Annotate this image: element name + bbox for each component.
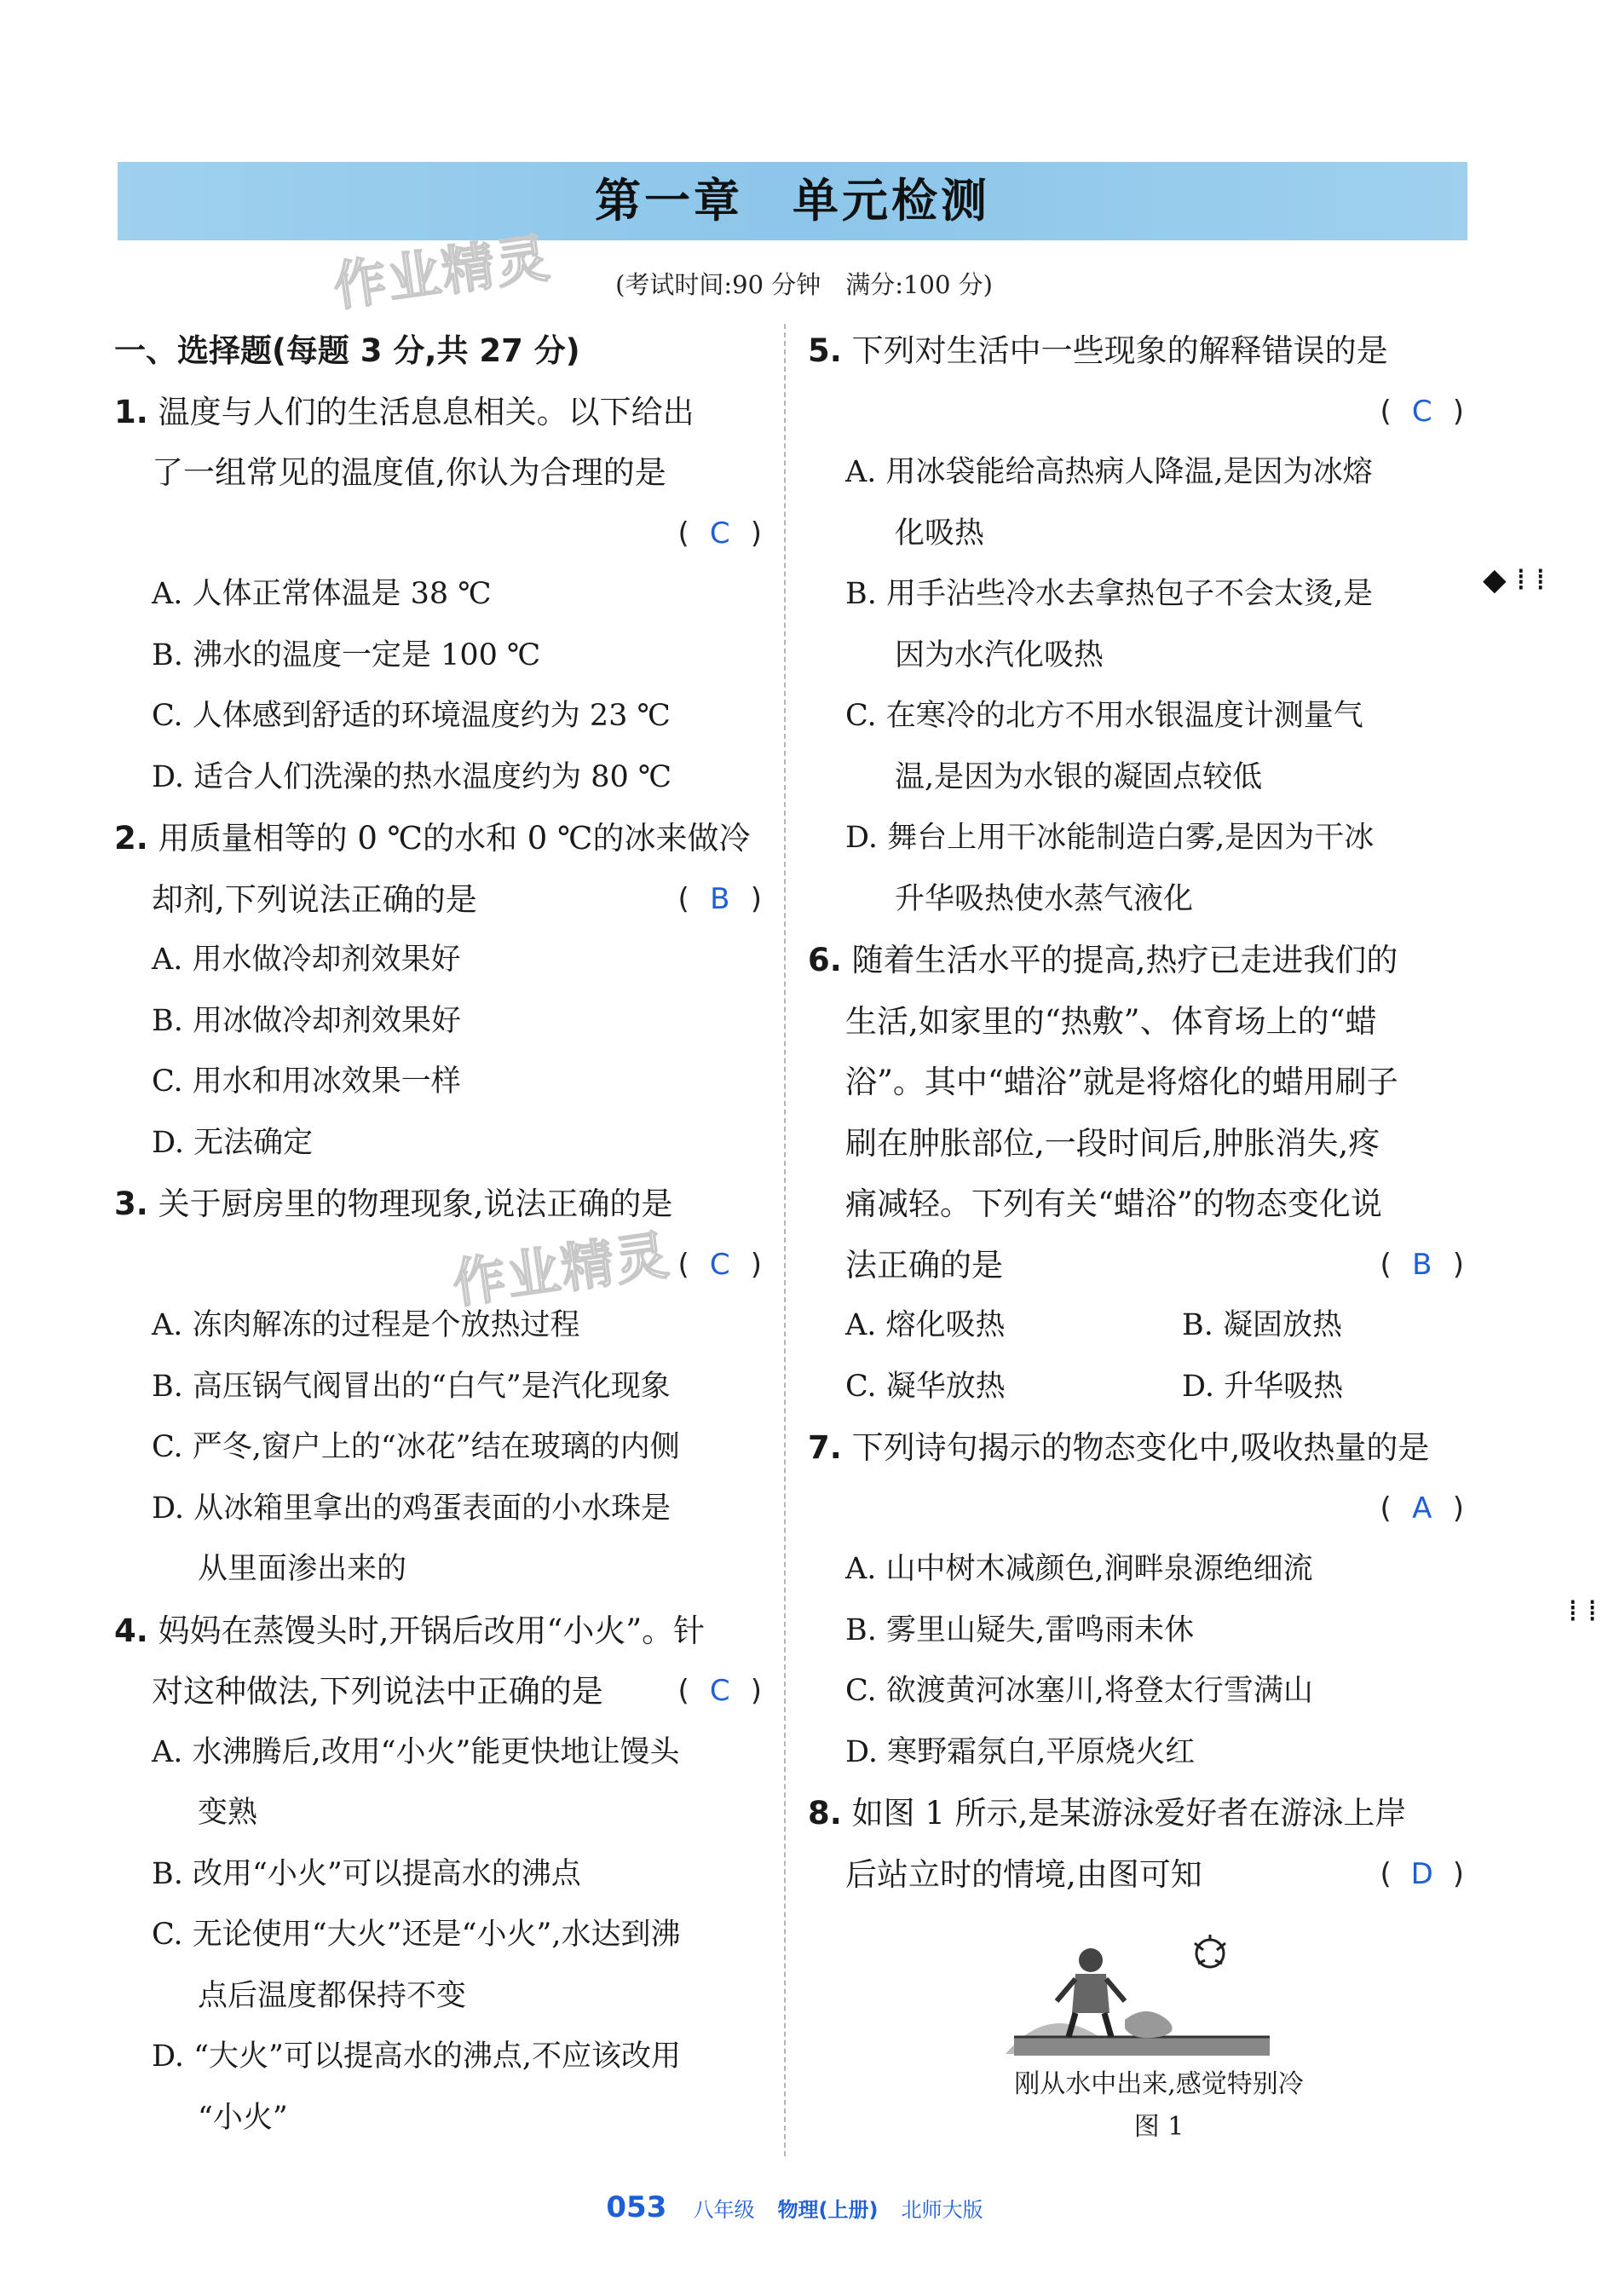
option-text: “小火” <box>198 2100 288 2135</box>
binding-marks: ⁞ ⁞ <box>1568 1594 1598 1629</box>
text-line <box>114 1783 762 1844</box>
question-number: 4. <box>114 1612 148 1649</box>
subject-label: 物理(上册) <box>777 2198 879 2222</box>
question-line <box>808 1417 1464 1479</box>
text-line <box>808 869 1464 931</box>
question-line <box>808 320 1464 382</box>
question-number: 8. <box>808 1795 842 1832</box>
answer-bracket: ( D ) <box>1380 1844 1464 1906</box>
question-text: 随着生活水平的提高,热疗已走进我们的 <box>851 942 1398 978</box>
text-line <box>808 564 1464 626</box>
option-text: C. 人体感到舒适的环境温度约为 23 ℃ <box>152 699 671 733</box>
text-line <box>114 1661 762 1722</box>
page-title: 第一章 单元检测 <box>595 174 990 228</box>
binding-marks: ◆ ⁞ ⁞ <box>1483 562 1546 597</box>
option-text: 温,是因为水银的凝固点较低 <box>895 759 1263 794</box>
answer-letter: C <box>1411 394 1432 429</box>
text-line <box>808 1479 1464 1540</box>
option-text: B. 雾里山疑失,雷鸣雨未休 <box>845 1612 1195 1647</box>
option-text: C. 严冬,窗户上的“冰花”结在玻璃的内侧 <box>152 1430 680 1464</box>
option-text: C. 在寒冷的北方不用水银温度计测量气 <box>845 699 1363 733</box>
text-line <box>808 626 1464 687</box>
option-text: C. 无论使用“大火”还是“小火”,水达到沸 <box>152 1918 681 1952</box>
column-divider <box>784 324 786 2156</box>
answer-bracket: ( C ) <box>677 1661 762 1722</box>
question-text: 对这种做法,下列说法中正确的是 <box>152 1673 603 1710</box>
option-text: A. 人体正常体温是 38 ℃ <box>152 577 492 611</box>
question-text: 如图 1 所示,是某游泳爱好者在游泳上岸 <box>851 1795 1407 1832</box>
answer-bracket: ( B ) <box>677 869 762 931</box>
text-line <box>114 2027 762 2088</box>
question-text: 用质量相等的 0 ℃的水和 0 ℃的冰来做冷 <box>158 820 751 857</box>
text-line <box>808 1174 1464 1235</box>
option-text: 因为水汽化吸热 <box>895 637 1104 672</box>
option-text: B. 用冰做冷却剂效果好 <box>152 1003 461 1038</box>
option-text: D. 寒野霜氛白,平原烧火红 <box>845 1734 1196 1769</box>
text-line <box>114 1479 762 1540</box>
option-text: B. 用手沾些冷水去拿热包子不会太烫,是 <box>845 577 1374 611</box>
watermark: 作业精灵 <box>448 1223 674 1316</box>
answer-bracket: ( C ) <box>677 504 762 565</box>
option-pair-line <box>808 1357 1464 1418</box>
option-text: D. “大火”可以提高水的沸点,不应该改用 <box>152 2039 681 2074</box>
text-line <box>808 1661 1464 1722</box>
text-line <box>114 1235 762 1296</box>
text-line <box>114 869 762 931</box>
text-line <box>114 320 762 382</box>
text-line <box>114 930 762 991</box>
option-text: B. 凝固放热 <box>1182 1308 1342 1342</box>
answer-bracket: ( C ) <box>677 1235 762 1296</box>
question-number: 5. <box>808 332 842 369</box>
text-line <box>808 504 1464 565</box>
question-line <box>114 1601 762 1662</box>
question-line <box>808 930 1464 991</box>
option-text: B. 改用“小火”可以提高水的沸点 <box>152 1856 581 1891</box>
text-line <box>114 1539 762 1601</box>
right-column <box>808 320 1464 1905</box>
answer-bracket: ( A ) <box>1380 1479 1464 1540</box>
text-line <box>114 1357 762 1418</box>
figure-swimmer-illustration <box>997 1935 1287 2062</box>
text-line <box>808 1539 1464 1601</box>
text-line <box>114 1295 762 1357</box>
question-text: 后站立时的情境,由图可知 <box>845 1855 1202 1893</box>
answer-letter: C <box>709 516 730 551</box>
text-line <box>114 1417 762 1479</box>
answer-letter: A <box>1412 1491 1432 1526</box>
text-line <box>114 1844 762 1906</box>
text-line <box>808 1052 1464 1113</box>
question-line <box>114 808 762 869</box>
question-line <box>114 382 762 443</box>
question-text: 却剂,下列说法正确的是 <box>152 880 477 918</box>
question-number: 3. <box>114 1185 148 1222</box>
question-text: 一、选择题(每题 3 分,共 27 分) <box>114 332 580 369</box>
option-text: C. 凝华放热 <box>845 1369 1006 1404</box>
text-line <box>808 991 1464 1053</box>
text-line <box>114 564 762 626</box>
text-line <box>114 686 762 747</box>
text-line <box>114 442 762 504</box>
text-line <box>114 1966 762 2028</box>
answer-letter: D <box>1410 1856 1433 1891</box>
figure-caption: 刚从水中出来,感觉特别冷 <box>1014 2069 1304 2099</box>
text-line <box>114 504 762 565</box>
page-number: 053 <box>606 2190 667 2224</box>
option-text: A. 水沸腾后,改用“小火”能更快地让馒头 <box>152 1734 680 1769</box>
option-text: A. 山中树木减颜色,涧畔泉源绝细流 <box>845 1552 1313 1586</box>
question-text: 下列诗句揭示的物态变化中,吸收热量的是 <box>851 1429 1430 1466</box>
text-line <box>808 1844 1464 1906</box>
question-text: 下列对生活中一些现象的解释错误的是 <box>851 332 1388 369</box>
answer-letter: B <box>1412 1247 1432 1282</box>
question-number: 6. <box>808 942 842 978</box>
option-text: A. 用水做冷却剂效果好 <box>152 943 461 977</box>
option-text: C. 欲渡黄河冰塞川,将登太行雪满山 <box>845 1674 1313 1708</box>
answer-letter: C <box>709 1247 730 1282</box>
chapter-banner <box>118 162 1467 240</box>
question-text: 痛减轻。下列有关“蜡浴”的物态变化说 <box>845 1185 1382 1222</box>
question-number: 1. <box>114 393 148 430</box>
option-text: A. 用冰袋能给高热病人降温,是因为冰熔 <box>845 455 1373 489</box>
option-text: C. 用水和用冰效果一样 <box>152 1064 461 1099</box>
question-number: 2. <box>114 820 148 857</box>
answer-letter: C <box>709 1674 730 1708</box>
text-line <box>114 626 762 687</box>
question-number: 7. <box>808 1429 842 1466</box>
option-text: 点后温度都保持不变 <box>198 1978 467 2013</box>
option-text: B. 沸水的温度一定是 100 ℃ <box>152 637 541 672</box>
option-text: D. 从冰箱里拿出的鸡蛋表面的小水珠是 <box>152 1491 671 1526</box>
answer-bracket: ( B ) <box>1380 1235 1464 1296</box>
text-line <box>808 1601 1464 1662</box>
answer-letter: B <box>710 881 730 916</box>
text-line <box>114 1052 762 1113</box>
option-text: D. 舞台上用干冰能制造白雾,是因为干冰 <box>845 821 1375 855</box>
question-text: 刷在肿胀部位,一段时间后,肿胀消失,疼 <box>845 1124 1380 1162</box>
grade-label: 八年级 <box>693 2198 755 2222</box>
option-text: A. 熔化吸热 <box>845 1308 1006 1342</box>
question-text: 妈妈在蒸馒头时,开锅后改用“小火”。针 <box>158 1612 706 1649</box>
question-text: 法正确的是 <box>845 1246 1003 1284</box>
option-text: A. 冻肉解冻的过程是个放热过程 <box>152 1308 580 1342</box>
edition-label: 北师大版 <box>901 2198 983 2222</box>
text-line <box>808 1113 1464 1174</box>
question-text: 关于厨房里的物理现象,说法正确的是 <box>158 1185 673 1222</box>
option-text: 升华吸热使水蒸气液化 <box>895 881 1194 916</box>
text-line <box>114 991 762 1053</box>
option-text: 化吸热 <box>895 516 985 551</box>
question-text: 生活,如家里的“热敷”、体育场上的“蜡 <box>845 1002 1377 1040</box>
text-line <box>808 808 1464 869</box>
page-footer <box>0 2190 1608 2224</box>
text-line <box>114 747 762 809</box>
option-text: 从里面渗出来的 <box>198 1552 407 1586</box>
option-text: 变熟 <box>198 1796 258 1830</box>
text-line <box>808 747 1464 809</box>
question-line <box>808 1783 1464 1844</box>
exam-info: (考试时间:90 分钟 满分:100 分) <box>615 270 993 299</box>
option-text: D. 适合人们洗澡的热水温度约为 80 ℃ <box>152 759 672 794</box>
option-text: D. 升华吸热 <box>1182 1369 1344 1404</box>
text-line <box>114 1113 762 1174</box>
text-line <box>808 442 1464 504</box>
question-text: 浴”。其中“蜡浴”就是将熔化的蜡用刷子 <box>845 1064 1398 1100</box>
option-pair-line <box>808 1295 1464 1357</box>
question-text: 温度与人们的生活息息相关。以下给出 <box>158 393 694 430</box>
question-text: 了一组常见的温度值,你认为合理的是 <box>152 454 666 491</box>
option-text: B. 高压锅气阀冒出的“白气”是汽化现象 <box>152 1369 671 1404</box>
text-line <box>114 1905 762 1966</box>
left-column <box>114 320 762 2149</box>
option-text: D. 无法确定 <box>152 1125 314 1160</box>
text-line <box>808 1722 1464 1784</box>
answer-bracket: ( C ) <box>1380 382 1464 443</box>
text-line <box>114 1722 762 1784</box>
text-line <box>114 2088 762 2149</box>
figure-label: 图 1 <box>1133 2112 1184 2142</box>
question-line <box>114 1174 762 1235</box>
text-line <box>808 686 1464 747</box>
watermark: 作业精灵 <box>329 226 555 319</box>
text-line <box>808 1235 1464 1296</box>
text-line <box>808 382 1464 443</box>
